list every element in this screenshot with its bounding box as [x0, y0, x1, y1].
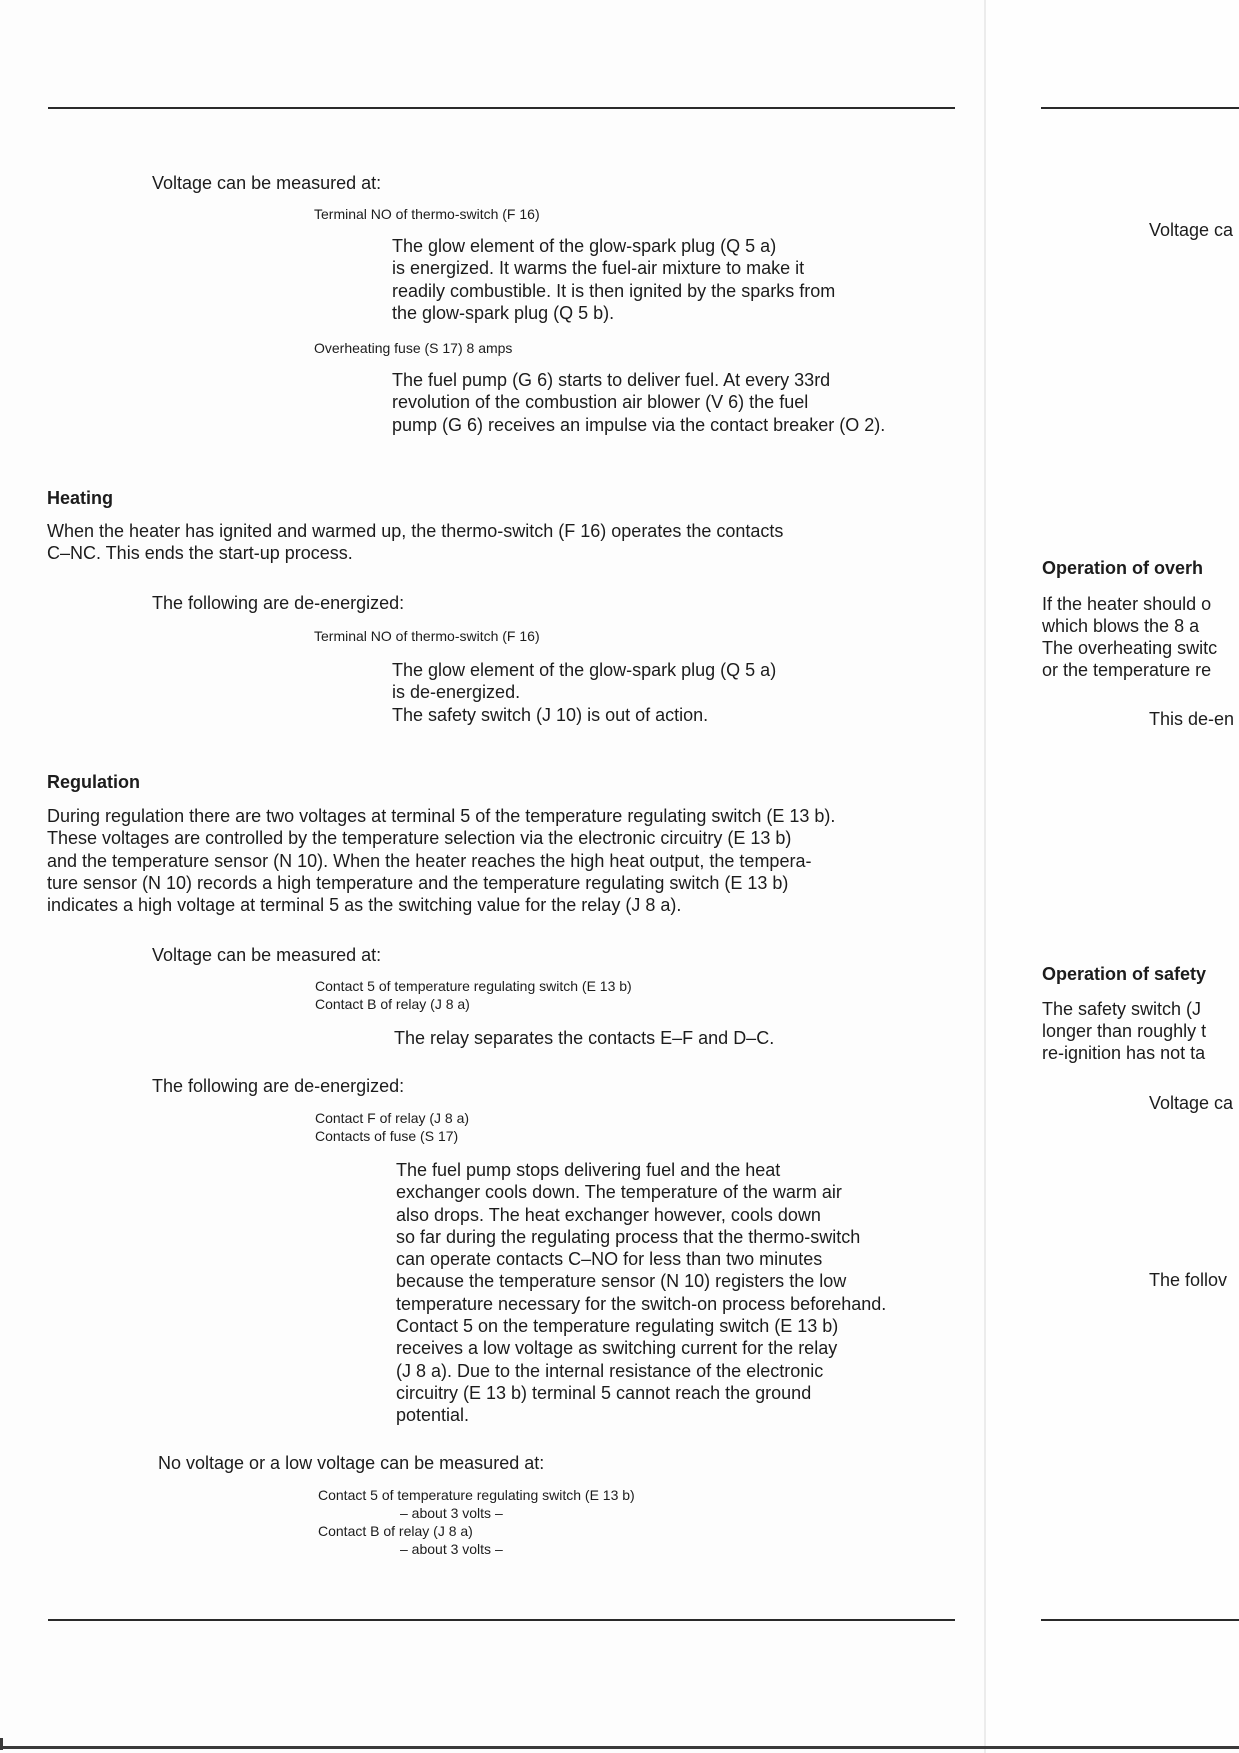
voltage-measured-label: Voltage ca: [1149, 220, 1234, 240]
safety-line: re-ignition has not ta: [1042, 1043, 1206, 1063]
fuel-stop-paragraph: The fuel pump stops delivering fuel and the heat exchanger cools down. The temperature of the warm air also drops. The heat exchanger however, cools down so far during the regulating process that the thermo-switch can operate contacts C–NO for less than two minutes because the temperature sensor (N 10) registers the low temperature necessary for the switch-on process beforehand. Contact 5 on the temperature regulating switch (E 13 b) receives a low voltage as switching current for the relay (J 8 a). Due to the internal resistance of the electronic circuitry (E 13 b) terminal 5 cannot reach the ground potential.: [396, 1160, 887, 1426]
top-rule: [1041, 107, 1239, 109]
overheating-line: which blows the 8 a: [1042, 616, 1200, 636]
glow-element-paragraph: The glow element of the glow-spark plug (Q 5 a) is energized. It warms the fuel-air mixture to make it readily combustible. It is then ignited by the sparks from the glow-spark plug (Q 5 b).: [392, 236, 836, 323]
scan-edge-tick: [0, 1738, 3, 1750]
regulation-paragraph: During regulation there are two voltages at terminal 5 of the temperature regulating switch (E 13 b). These voltages are controlled by the temperature selection via the electronic circuitry (E 13 b) and the temperature sensor (N 10). When the heater reaches the high heat output, the tempera- ture sensor (N 10) records a high temperature and the temperature regulating switch (E 13 b) indicates a high voltage at terminal 5 as the switching value for the relay (J 8 a).: [47, 806, 836, 916]
overheating-line: If the heater should o: [1042, 594, 1212, 614]
about-3-volts: – about 3 volts –: [400, 1541, 503, 1557]
regulation-heading: Regulation: [47, 772, 140, 792]
overheating-line: The overheating switc: [1042, 638, 1218, 658]
contact-5-label: Contact 5 of temperature regulating switch (E 13 b): [318, 1487, 635, 1503]
deenergized-label: The following are de-energized:: [152, 1076, 405, 1096]
right-page: [986, 0, 1239, 1753]
safety-heading: Operation of safety: [1042, 964, 1207, 984]
bottom-rule: [48, 1619, 955, 1621]
voltage-measured-label: Voltage ca: [1149, 1093, 1234, 1113]
faint-header-mark: [48, 50, 158, 96]
glow-off-paragraph: The glow element of the glow-spark plug (Q 5 a) is de-energized. The safety switch (J 10) is out of action.: [392, 660, 777, 725]
overheating-fuse-label: Overheating fuse (S 17) 8 amps: [314, 340, 513, 356]
contact-b-label: Contact B of relay (J 8 a): [315, 996, 470, 1012]
no-voltage-label: No voltage or a low voltage can be measured at:: [158, 1453, 545, 1473]
scan-edge-line: [0, 1746, 1239, 1749]
bottom-rule: [1041, 1619, 1239, 1621]
heating-heading: Heating: [47, 488, 114, 508]
heating-paragraph: When the heater has ignited and warmed up, the thermo-switch (F 16) operates the contacts C–NC. This ends the start-up process.: [47, 521, 784, 564]
terminal-no-label: Terminal NO of thermo-switch (F 16): [314, 206, 540, 222]
about-3-volts: – about 3 volts –: [400, 1505, 503, 1521]
contacts-fuse-label: Contacts of fuse (S 17): [315, 1128, 459, 1144]
voltage-measured-label: Voltage can be measured at:: [152, 945, 382, 965]
following-line: The follov: [1149, 1270, 1228, 1290]
terminal-no-label: Terminal NO of thermo-switch (F 16): [314, 628, 540, 644]
deenergizes-line: This de-en: [1149, 709, 1235, 729]
overheating-line: or the temperature re: [1042, 660, 1212, 680]
deenergized-label: The following are de-energized:: [152, 593, 405, 613]
contact-f-label: Contact F of relay (J 8 a): [315, 1110, 470, 1126]
fuel-pump-paragraph: The fuel pump (G 6) starts to deliver fuel. At every 33rd revolution of the combustion air blower (V 6) the fuel pump (G 6) receives an impulse via the contact breaker (O 2).: [392, 370, 886, 435]
overheating-heading: Operation of overh: [1042, 558, 1204, 578]
safety-line: The safety switch (J: [1042, 999, 1202, 1019]
relay-separates-line: The relay separates the contacts E–F and D–C.: [394, 1028, 775, 1048]
contact-5-label: Contact 5 of temperature regulating switch (E 13 b): [315, 978, 632, 994]
contact-b-label: Contact B of relay (J 8 a): [318, 1523, 473, 1539]
safety-line: longer than roughly t: [1042, 1021, 1207, 1041]
top-rule: [48, 107, 955, 109]
voltage-measured-label: Voltage can be measured at:: [152, 173, 382, 193]
